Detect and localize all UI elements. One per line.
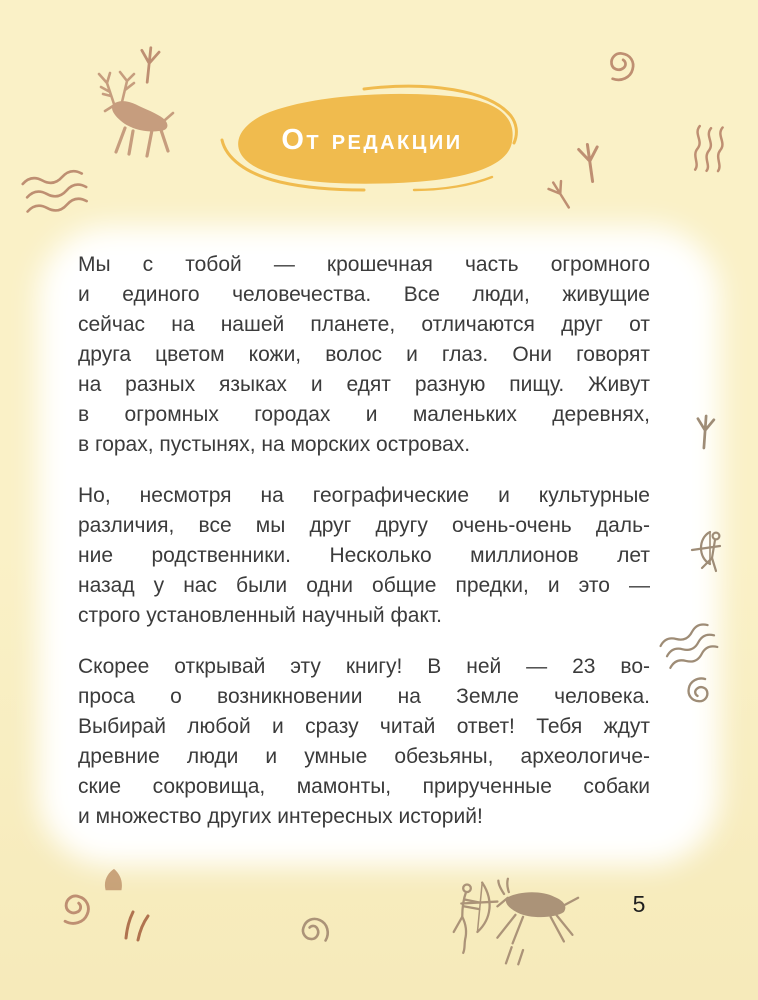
text-line: проса о возникновении на Земле человека.: [78, 685, 650, 708]
text-line: ние родственники. Несколько миллионов лет: [78, 544, 650, 567]
text-line: Выбирай любой и сразу читай ответ! Тебя ждут: [78, 715, 650, 738]
text-line: назад у нас были одни общие предки, и это —: [78, 574, 650, 597]
text-line: ские сокровища, мамонты, прирученные собаки: [78, 775, 650, 798]
archer-icon: [690, 524, 726, 574]
spiral-icon: [680, 673, 719, 714]
text-line: и множество других интересных историй!: [78, 805, 483, 828]
spiral-icon: [598, 42, 642, 84]
text-line: и единого человечества. Все люди, живущие: [78, 283, 650, 306]
text-line: различия, все мы друг другу очень-очень даль-: [78, 514, 650, 537]
deer-icon: [84, 66, 176, 160]
text-line: на разных языках и едят разную пищу. Живут: [78, 373, 650, 396]
spiral-icon: [288, 908, 336, 955]
text-line: в горах, пустынях, на морских островах.: [78, 433, 471, 456]
vertical-waves-icon: [685, 120, 730, 176]
text-line: строго установленный научный факт.: [78, 604, 442, 627]
text-line: в огромных городах и маленьких деревнях,: [78, 403, 650, 426]
page-number: 5: [632, 891, 646, 917]
text-line: Но, несмотря на географические и культурные: [78, 484, 650, 507]
text-line: сейчас на нашей планете, отличаются друг от: [78, 313, 650, 336]
bird-footprint-icon: [692, 411, 719, 453]
page-title: От редакции: [281, 123, 463, 156]
spiral-icon: [49, 881, 101, 931]
text-line: друга цветом кожи, волос и глаз. Они говорят: [78, 343, 650, 366]
bird-footprint-icon: [134, 43, 164, 87]
slash-marks-icon: [124, 910, 150, 942]
paragraph-3: [78, 652, 650, 832]
text-line: Мы с тобой — крошечная часть огромного: [78, 253, 650, 276]
bird-footprint-icon: [573, 140, 607, 185]
text-line: Скорее открывай эту книгу! В ней — 23 во-: [78, 655, 650, 678]
paragraph-1: [78, 250, 650, 460]
arrowhead-icon: [101, 866, 127, 894]
paragraph-2: [78, 481, 650, 631]
wavy-lines-icon: [18, 164, 97, 224]
bird-footprint-icon: [543, 175, 580, 215]
hunter-and-prey-icon: [448, 876, 600, 968]
text-line: древние люди и умные обезьяны, археологиче-: [78, 745, 650, 768]
editorial-text: [78, 250, 650, 853]
